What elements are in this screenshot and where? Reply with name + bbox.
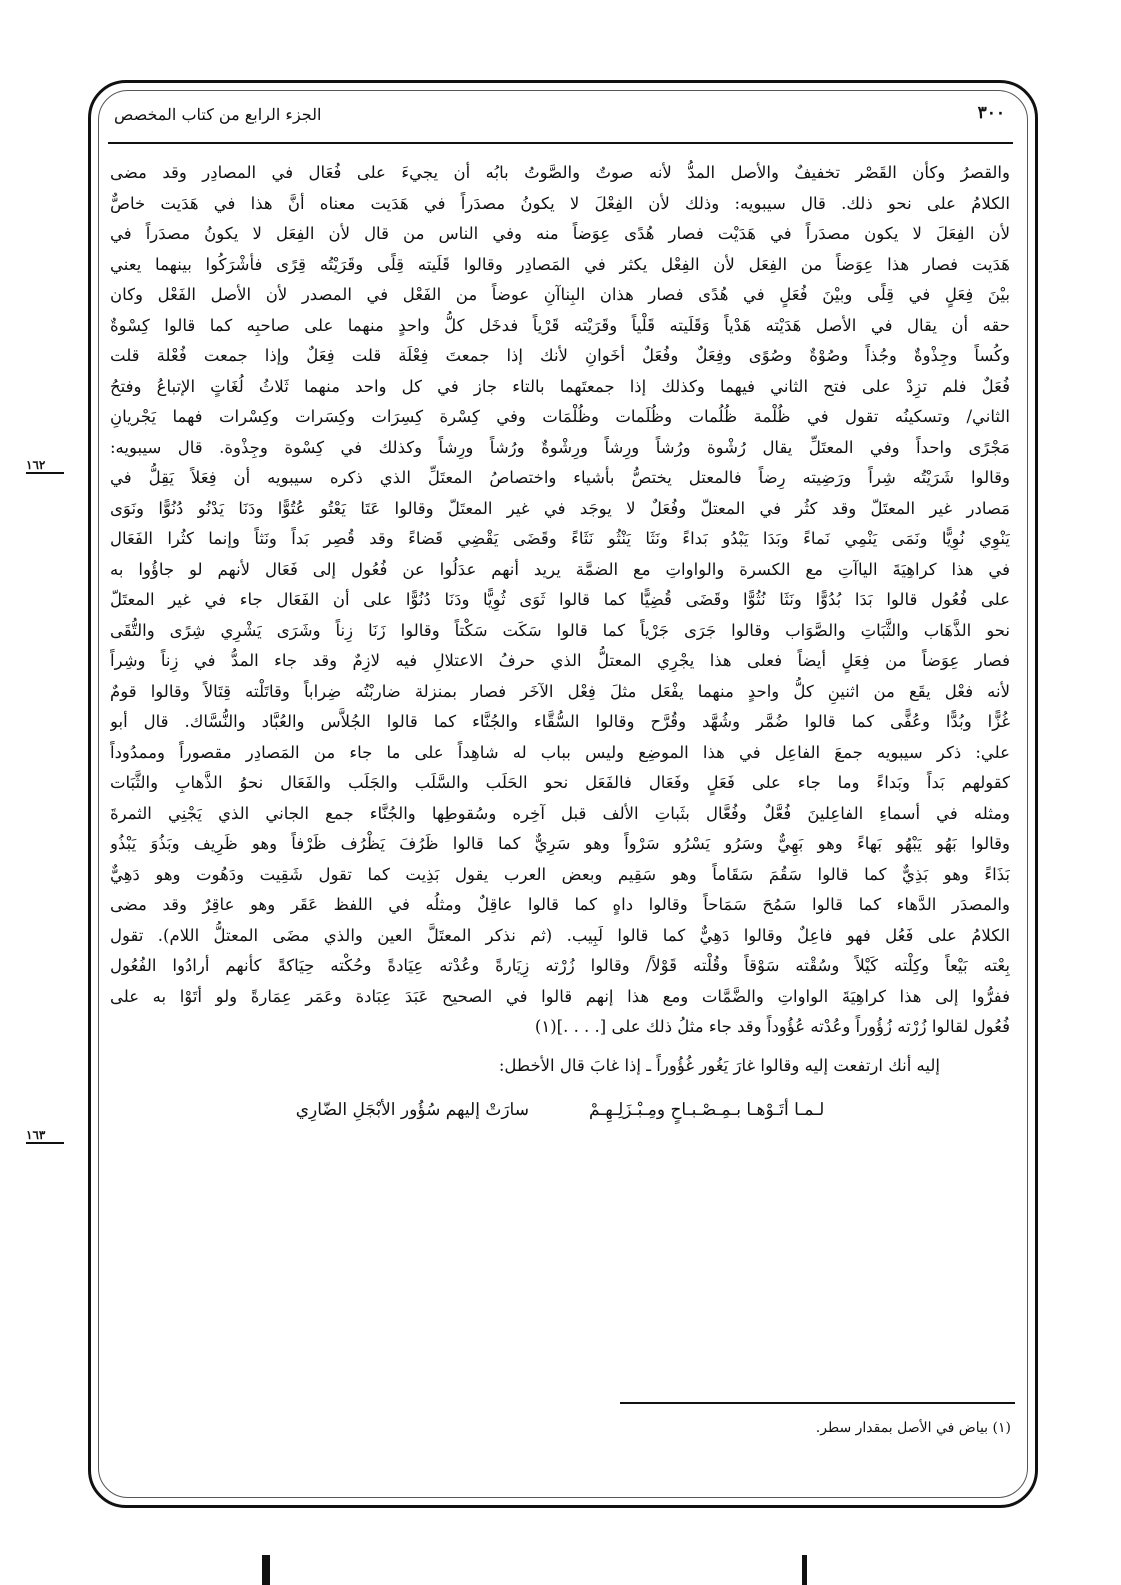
running-title: الجزء الرابع من كتاب المخصص [114, 105, 322, 124]
text-line: حقه أن يقال في الأصل هَدَيْته هَدْياً وَقَلَيته قَلْياً وقَرَيْته قَرْياً فدخَل كلُّ واحدٍ منهما على صاحبِه كما قالوا كِسْوةٌ [110, 315, 1010, 335]
text-line: وكُساً وجِذْوةٌ وجُذاً وصُوْةٌ وصُوًى وفِعَلٌ وفُعَلٌ أخَوانِ لأنك إذا جمعتَ فِعْلَة قلت فِعَلٌ وإذا جمعت فُعْلة قلت [110, 346, 1010, 365]
scan-artifact [262, 1555, 270, 1585]
text-line: فُعَلٌ فلم تزِدْ على فتح الثاني فيهما وكذلك إذا جمعتَهما بالتاء جاز في كل واحد منهما ثَلاثُ لُغَاتٍ الإتباعُ وفتحُ [110, 376, 1010, 396]
text-line: فُعُول لقالوا زُرْته زُؤُوراً وعُدْته عُؤُوداً وقد جاء مثلُ ذلك على [. . . .](١) [534, 1017, 1010, 1036]
footnote: (١) بياض في الأصل بمقدار سطر. [815, 1420, 1011, 1436]
text-line: والمصدَر الدَّهاء كما قالوا سَمُحَ سَمَاحاً وقالوا داهٍ كما قالوا عاقِلٌ ومثلُه في اللفظ عَقَر وهو عاقِرٌ وقد مضى [110, 895, 1010, 914]
text-line: ومثله في أسماءِ الفاعِلينَ فُعَّلٌ وفُعَّال بثَباتِ الألف قبل آخِره وسُقوطِها والجُنَّاء جمع الجاني الذي يَجْنِي الثمرةَ [110, 803, 1010, 823]
text-line: كقولهم بَداً وبَداءً وما جاء على فَعَلٍ وفَعَال فالفَعَل نحو الحَلَب والسَّلَب والجَلَب والفَعَال نحوُ الذَّهابِ والثَّبَات [110, 773, 1010, 792]
text-line: في هذا كراهِيَةَ الياآتِ مع الكسرة والواواتِ مع الضمَّة يريد أنهم عدَلُوا عن فُعُول إلى فَعَال لأنهم لو جاؤُوا به [110, 559, 1010, 579]
margin-mark-rule [26, 1142, 64, 1144]
paragraph-2: إليه أنك ارتفعت إليه وقالوا غارَ يَغُور غُؤُوراً ـ إذا غابَ قال الأخطل: [498, 1055, 940, 1075]
text-line: وقالوا شَرَيْتُه شِراً ورَضِيته رِضاً فالمعتل يختصُّ بأشياء واختصاصُ المعتَلِّ الذي ذكره سيبويه أن فِعَلاً يَقِلُّ في [110, 468, 1010, 487]
paragraph-1 [110, 158, 1010, 1043]
verse-hemistich-2: سارَتْ إليهم سُؤُور الأبْجَلِ الضّارِي [295, 1100, 529, 1120]
text-line: على فُعُول قالوا بَدَا بُدُوًّا ونَثَا نُثُوًّا وقَضَى قُضِيًّا كما قالوا ثَوَى ثُوِيًّا ودَنَا دُنُوًّا على أن الفَعَال جاء في غير المعتَلّ [110, 590, 1010, 609]
scan-artifact [802, 1555, 807, 1585]
text-line: مَجْرًى واحداً وفي المعتَلِّ يقال رُشْوة ورُشاً ورِشاً ورِشْوةٌ ورُشاً ورِشاً وكذلك في كِسْوة وجِذْوة. قال سيبويه: [110, 437, 1010, 457]
text-line: غُزًّا وبُدًّا وعُفًّى كما قالوا ضُمَّر وشُهَّد وقُرَّح وقالوا السُّقَّاء والجُنَّاء كما قالوا الجُلاَّس والعُبَّاد والنُّسَّاك. قال أبو [110, 712, 1010, 731]
page-header [108, 97, 1013, 137]
verse [110, 1095, 1010, 1126]
text-line: الثاني/ وتسكينُه تقول في ظُلْمة ظُلُمات وظُلَمات وظُلْمَات وفي كِسْرة كِسِرَات وكِسَرات وكِسْرات فهما يَجْريانِ [110, 407, 1010, 426]
margin-mark-163 [26, 1128, 45, 1142]
main-text [110, 158, 1010, 1126]
margin-mark-text: ١٦٢ [26, 458, 46, 472]
footnote-rule [620, 1402, 1015, 1404]
margin-mark-text: ١٦٣ [26, 1128, 46, 1142]
margin-mark-rule [26, 472, 64, 474]
text-line: هَدَيت فصار هذا عِوَضاً من الفِعَل لأن الفِعْل يكثر في المَصادِر وقالوا قَلَيته قِلًى وقَرَيْتُه قِرًى فأشْرَكُوا بينهما يعني [110, 254, 1010, 274]
verse-hemistich-1: لـمـا أتَـوْهـا بـمِـصْـبـاحٍ ومِـبْـزَلِـهِـمْ [588, 1100, 825, 1120]
text-line: الكلامُ على فَعُل فهو فاعِلٌ وقالوا دَهِيٌّ كما قالوا لَبِيب. (ثم نذكر المعتَلَّ العين والذي مضَى المعتلُّ اللام). تقول [110, 925, 1010, 945]
text-line: لأن الفِعَلَ لا يكون مصدَراً في هَدَيْت فصار هُدًى عِوَضاً منه وفي الناس من قال لأن الفِعَل لا يكونُ مصدَراً في [110, 224, 1010, 243]
text-line: والقصرُ وكأن القَصْر تخفيفٌ والأصل المدُّ لأنه صوتٌ والصَّوتُ بابُه أن يجيءَ على فُعَال في المصادِر وقد مضى [110, 163, 1010, 182]
text-line: لأنه فعْل يقَع من اثنينِ كلُّ واحدٍ منهما يفْعَل مثلَ فِعْل الآخَر فصار بمنزلة ضاربْتُه ضِراباً وقاتَلْته قِتَالاً وقالوا قومٌ [110, 681, 1010, 701]
text-line: بَذَاءً وهو بَذِيٌّ كما قالوا سَقُمَ سَقَاماً وهو سَقِيم وبعض العرب يقول بَذِيت كما تقول شَقِيت ودَهُوت وهو دَهِيٌّ [110, 864, 1010, 884]
page-number: ٣٠٠ [977, 103, 1005, 123]
header-rule [108, 142, 1013, 144]
text-line: الكلامُ على نحو ذلك. قال سيبويه: وذلك لأن الفِعْلَ لا يكونُ مصدَراً في هَدَيت معناه أنَّ هذا في هَدَيت خاصٌّ [110, 193, 1010, 213]
text-line: علي: ذكر سيبويه جمعَ الفاعِل في هذا الموضِع وليس بباب له شاهِداً على ما جاء من المَصادِر مقصوراً وممدُوداً [110, 742, 1010, 762]
text-line: بِعْته بَيْعاً وكِلْته كَيْلاً وسُقْته سَوْقاً وقُلْته قَوْلاً/ وقالوا زُرْته زِيَارةً وعُدْته عِيَادةً وحُكْته حِيَاكةً كأنهم أرادُوا الفُعُول [110, 956, 1010, 975]
text-line: فصار عِوَضاً من فِعَلٍ أيضاً فعلى هذا يجْرِي المعتلُّ الذي حرفُ الاعتلالِ فيه لازِمٌ وقد جاء المدُّ في زِناً وشِراً [110, 651, 1010, 670]
margin-mark-162 [26, 458, 45, 472]
text-line: يَنْوِي نُوِيًّا ونَمَى يَنْمِي نَماءً وبَدَا يَبْدُو بَداءً ونَثَا يَنْثُو نَثَاءً وقَضَى يَقْضِي قَضاءً وقد قُصِر بَداً ونَثاً وإنما كثُرا الفَعَال [110, 529, 1010, 548]
text-line: مَصادر غير المعتَلّ وقد كثُر في المعتلّ وفُعَلٌ لا يوجَد في غير المعتَلّ وقالوا عَتَا يَعْتُو عُتُوًّا ودَنَا يَدْنُو دُنُوًّا ونَوَى [110, 498, 1010, 518]
text-line: نحو الذَّهَاب والثَّبَاتِ والصَّوَاب وقالوا جَرَى جَرْياً كما قالوا سَكَت سَكْتاً وقالوا زَنَا زِناً وشَرَى يَشْرِي شِرًى والتُّقَى [110, 620, 1010, 640]
text-line: ففرُّوا إلى هذا كراهِيَةَ الواواتِ والضَّمَّات ومع هذا إنهم قالوا في الصحيح عَبَدَ عِبَادة وعَمَر عِمَارةً ولو أتَوْا به على [110, 986, 1010, 1006]
text-line: وقالوا بَهُو يَبْهُو بَهاءً وهو بَهِيٌّ وسَرُو يَسْرُو سَرْواً وهو سَرِيٌّ كما قالوا ظَرُفَ يَظْرُف ظَرْفاً وهو ظَرِيف وبَذُوَ يَبْذُو [110, 834, 1010, 853]
text-line: بيْنَ فِعَلٍ في قِلًى وبيْنَ فُعَلٍ في هُدًى فصار هذان البِناآنِ عوضاً من الفَعْل في المصدر لأن الأصل الفَعْل وكان [110, 285, 1010, 304]
